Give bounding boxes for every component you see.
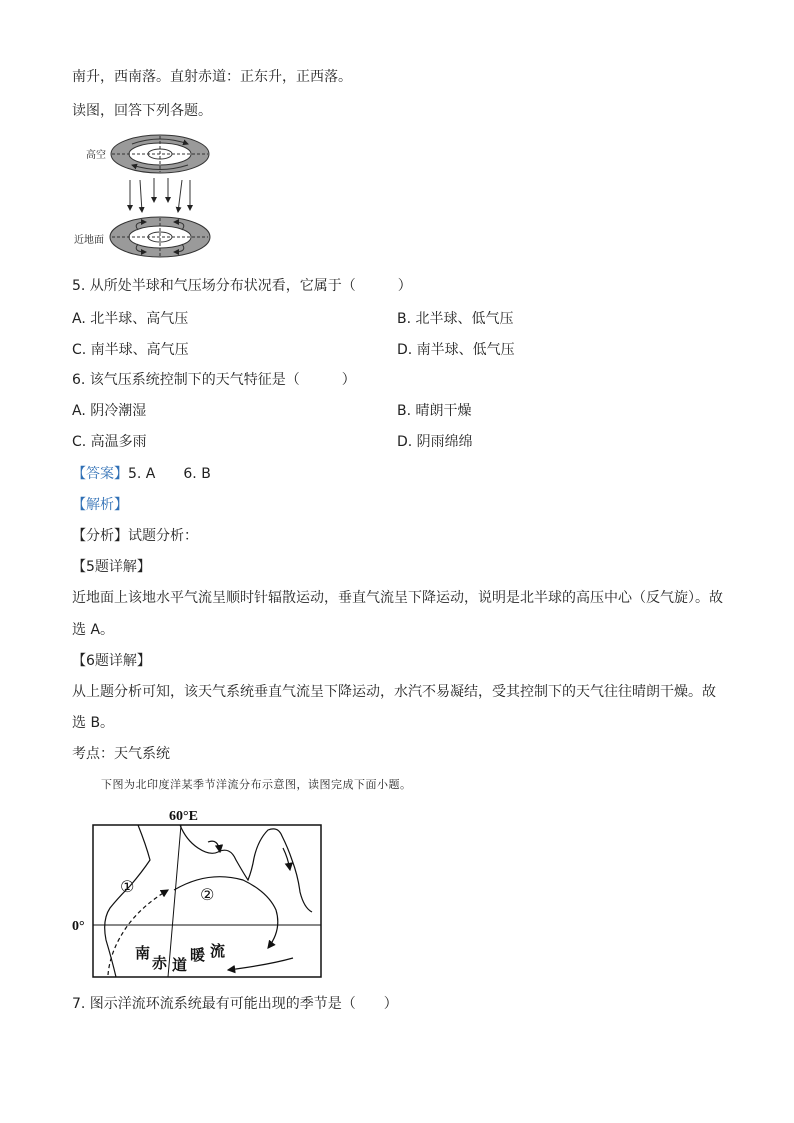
- q5-stem: 5. 从所处半球和气压场分布状况看，它属于（ ）: [72, 278, 412, 294]
- q5-option-a: A. 北半球、高气压: [72, 311, 189, 327]
- q6-stem: 6. 该气压系统控制下的天气特征是（ ）: [72, 372, 356, 388]
- pressure-system-diagram: [72, 130, 232, 260]
- indian-ocean-current-map: [68, 800, 328, 982]
- answer-tag: 【答案】: [72, 466, 128, 482]
- q6-option-d: D. 阴雨绵绵: [397, 434, 473, 450]
- near-surface-label: 近地面: [74, 235, 104, 246]
- answer-text: 5. A 6. B: [128, 466, 211, 482]
- equator-label: 0°: [72, 919, 85, 934]
- meridian-label: 60°E: [169, 809, 198, 824]
- marker-2: ②: [200, 885, 215, 904]
- q5-option-d: D. 南半球、低气压: [397, 342, 515, 358]
- current-char-4: 暖: [190, 946, 206, 964]
- intro-line-2: 读图，回答下列各题。: [72, 103, 212, 119]
- q6-option-b: B. 晴朗干燥: [397, 403, 472, 419]
- current-char-5: 流: [210, 942, 226, 960]
- detail-6-line-2: 选 B。: [72, 715, 115, 731]
- current-char-2: 赤: [152, 954, 168, 972]
- marker-1: ①: [120, 877, 135, 896]
- upper-air-label: 高空: [86, 150, 106, 161]
- detail-5-line-2: 选 A。: [72, 622, 115, 638]
- analysis-fenxi: 【分析】试题分析：: [72, 528, 198, 544]
- detail-6-line-1: 从上题分析可知，该天气系统垂直气流呈下降运动，水汽不易凝结，受其控制下的天气往往晴朗干燥。故: [72, 684, 716, 700]
- q5-option-b: B. 北半球、低气压: [397, 311, 514, 327]
- q7-intro: 下图为北印度洋某季节洋流分布示意图，读图完成下面小题。: [101, 778, 412, 791]
- detail-5-line-1: 近地面上该地水平气流呈顺时针辐散运动，垂直气流呈下降运动，说明是北半球的高压中心（反气旋）。故: [72, 590, 723, 606]
- q6-option-c: C. 高温多雨: [72, 434, 147, 450]
- intro-line-1: 南升，西南落。直射赤道：正东升，正西落。: [72, 69, 352, 85]
- current-char-1: 南: [135, 944, 151, 962]
- q7-stem: 7. 图示洋流环流系统最有可能出现的季节是（ ）: [72, 996, 398, 1012]
- detail-6-title: 【6题详解】: [72, 653, 151, 669]
- detail-5-title: 【5题详解】: [72, 559, 151, 575]
- current-char-3: 道: [172, 956, 188, 974]
- q5-option-c: C. 南半球、高气压: [72, 342, 189, 358]
- analysis-tag: 【解析】: [72, 497, 128, 513]
- answer-line: [72, 463, 211, 483]
- q6-option-a: A. 阴冷潮湿: [72, 403, 147, 419]
- kaodian: 考点：天气系统: [72, 746, 170, 762]
